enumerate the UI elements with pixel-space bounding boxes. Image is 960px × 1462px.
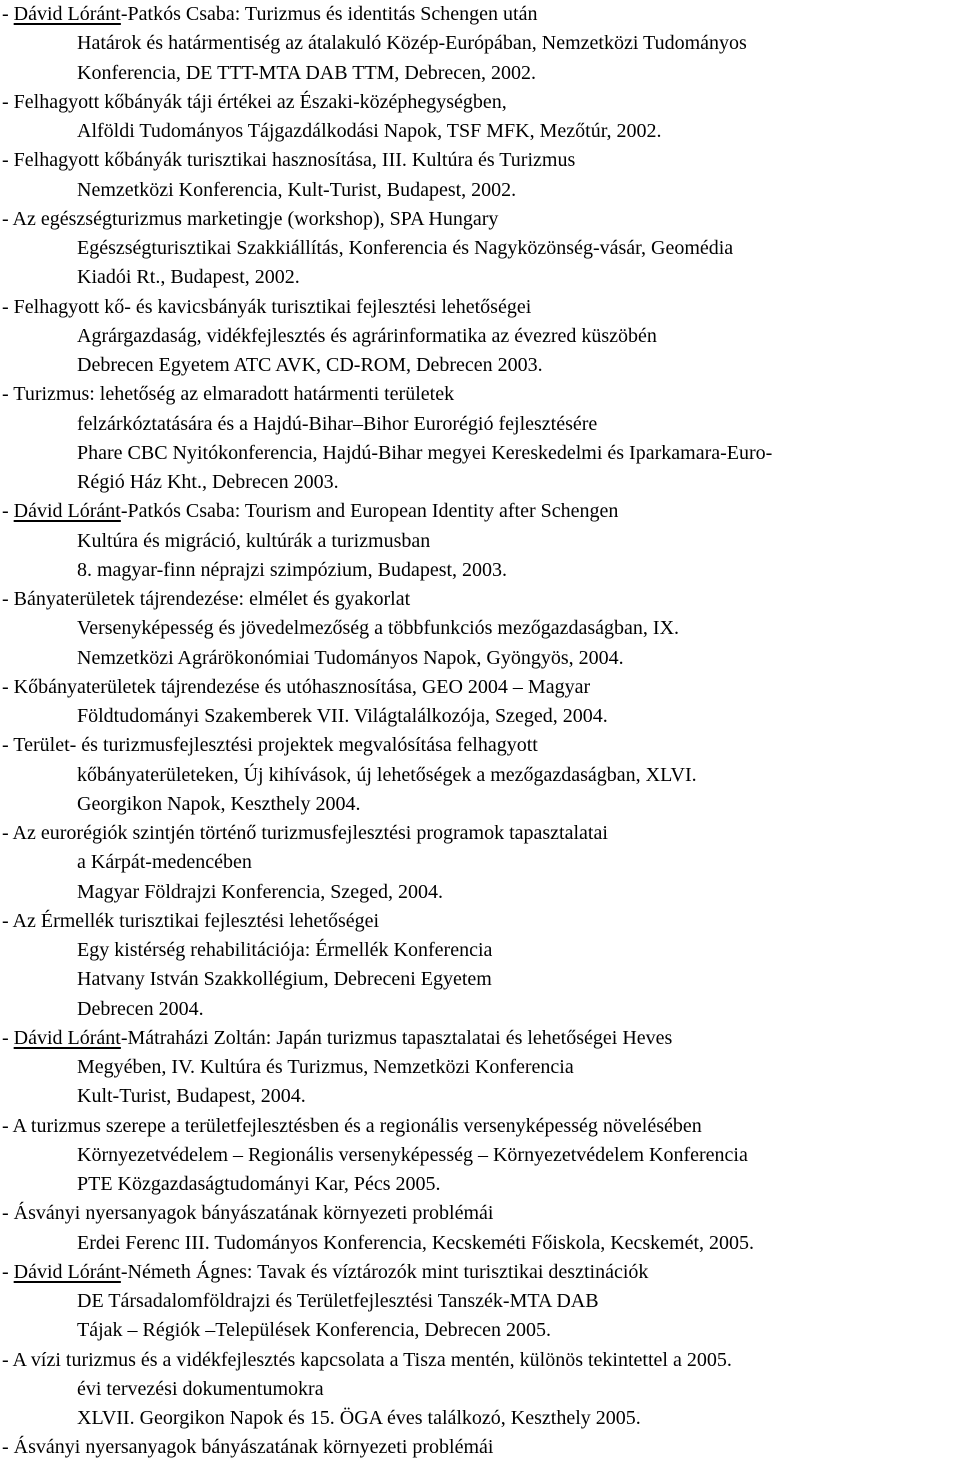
entry-detail-line [77, 936, 492, 965]
entry-title-line [2, 1346, 732, 1375]
text-segment: - Felhagyott kő- és kavicsbányák turisztikai fejlesztési lehetőségei [2, 295, 532, 318]
entry-detail-line [77, 234, 733, 263]
entry-detail-line [77, 1316, 551, 1345]
entry-title-line [2, 1258, 648, 1287]
text-segment: - [2, 1026, 14, 1049]
text-segment: - Felhagyott kőbányák táji értékei az Északi-középhegységben, [2, 90, 507, 113]
text-segment: Konferencia, DE TTT-MTA DAB TTM, Debrecen, 2002. [77, 61, 537, 84]
text-segment: Phare CBC Nyitókonferencia, Hajdú-Bihar megyei Kereskedelmi és Iparkamara-Euro- [77, 441, 773, 464]
text-segment: Versenyképesség és jövedelmezőség a többfunkciós mezőgazdaságban, IX. [77, 617, 680, 640]
entry-title-line [2, 585, 410, 614]
entry-title-line [2, 88, 507, 117]
text-segment: Tájak – Régiók –Települések Konferencia, Debrecen 2005. [77, 1319, 551, 1342]
entry-title-line [2, 731, 538, 760]
entry-title-line [2, 146, 575, 175]
entry-detail-line [77, 644, 624, 673]
entry-title-line [2, 497, 618, 526]
text-segment: Alföldi Tudományos Tájgazdálkodási Napok, TSF MFK, Mezőtúr, 2002. [77, 120, 662, 142]
entry-title-line [2, 819, 608, 848]
text-segment: - A turizmus szerepe a területfejlesztésben és a regionális versenyképesség növelésében [2, 1114, 702, 1137]
entry-title-line [2, 293, 531, 322]
entry-detail-line [77, 1375, 324, 1404]
entry-detail-line [77, 468, 339, 497]
entry-detail-line [77, 351, 543, 380]
entry-detail-line [77, 878, 443, 907]
entry-detail-line [77, 117, 662, 146]
entry-detail-line [77, 995, 204, 1024]
text-segment: Határok és határmentiség az átalakuló Közép-Európában, Nemzetközi Tudományos [77, 32, 747, 55]
text-segment: - Bányaterületek tájrendezése: elmélet és gyakorlat [2, 588, 411, 610]
text-segment: - Az Érmellék turisztikai fejlesztési lehetőségei [2, 909, 380, 932]
entry-detail-line [77, 29, 747, 58]
entry-title-line [2, 1433, 493, 1462]
text-segment: Egy kistérség rehabilitációja: Érmellék Konferencia [77, 939, 493, 961]
text-segment: - Az eurorégiók szintjén történő turizmusfejlesztési programok tapasztalatai [2, 822, 608, 844]
text-segment: felzárkóztatására és a Hajdú-Bihar–Bihor Eurorégió fejlesztésére [77, 412, 598, 435]
text-segment: -Németh Ágnes: Tavak és víztározók mint turisztikai desztinációk [120, 1260, 649, 1283]
text-segment: Földtudományi Szakemberek VII. Világtalálkozója, Szeged, 2004. [77, 705, 608, 727]
text-segment: Kult-Turist, Budapest, 2004. [77, 1085, 306, 1108]
text-segment: Egészségturisztikai Szakkiállítás, Konferencia és Nagyközönség-vásár, Geomédia [77, 237, 734, 259]
entry-title-line [2, 673, 590, 702]
text-segment: évi tervezési dokumentumokra [77, 1377, 324, 1400]
entry-detail-line [77, 1404, 641, 1433]
text-segment: Nemzetközi Konferencia, Kult-Turist, Budapest, 2002. [77, 178, 517, 201]
entry-detail-line [77, 1053, 574, 1082]
text-segment: kőbányaterületeken, Új kihívások, új lehetőségek a mezőgazdaságban, XLVI. [77, 763, 697, 786]
entry-title-line [2, 1112, 702, 1141]
author-name: Dávid Lóránt [13, 500, 121, 523]
entry-detail-line [77, 59, 536, 88]
entry-detail-line [77, 1170, 441, 1199]
text-segment: PTE Közgazdaságtudományi Kar, Pécs 2005. [77, 1173, 441, 1195]
entry-detail-line [77, 439, 772, 468]
entry-detail-line [77, 322, 657, 351]
author-name: Dávid Lóránt [13, 1260, 121, 1283]
text-segment: - A vízi turizmus és a vidékfejlesztés kapcsolata a Tisza mentén, különös tekintettel a 2005. [2, 1348, 732, 1371]
text-segment: Georgikon Napok, Keszthely 2004. [77, 792, 361, 815]
entry-title-line [2, 205, 498, 234]
text-segment: DE Társadalomföldrajzi és Területfejlesztési Tanszék-MTA DAB [77, 1290, 599, 1312]
text-segment: Környezetvédelem – Regionális versenyképesség – Környezetvédelem Konferencia [77, 1143, 748, 1166]
text-segment: - [2, 3, 14, 25]
entry-detail-line [77, 527, 430, 556]
entry-title-line [2, 0, 538, 29]
entry-title-line [2, 907, 379, 936]
text-segment: Nemzetközi Agrárökonómiai Tudományos Napok, Gyöngyös, 2004. [77, 646, 624, 669]
entry-detail-line [77, 614, 679, 643]
text-segment: Agrárgazdaság, vidékfejlesztés és agrárinformatika az évezred küszöbén [77, 324, 657, 347]
text-segment: - Turizmus: lehetőség az elmaradott határmenti területek [2, 383, 455, 406]
entry-detail-line [77, 1229, 754, 1258]
text-segment: - [2, 500, 14, 523]
entry-detail-line [77, 263, 300, 292]
entry-detail-line [77, 410, 597, 439]
entry-detail-line [77, 1082, 306, 1111]
text-segment: Megyében, IV. Kultúra és Turizmus, Nemzetközi Konferencia [77, 1056, 574, 1078]
entry-detail-line [77, 790, 360, 819]
text-segment: Debrecen Egyetem ATC AVK, CD-ROM, Debrecen 2003. [77, 354, 543, 376]
text-segment: - Az egészségturizmus marketingje (workshop), SPA Hungary [2, 207, 499, 230]
text-segment: a Kárpát-medencében [77, 851, 252, 874]
text-segment: - Kőbányaterületek tájrendezése és utóhasznosítása, GEO 2004 – Magyar [2, 675, 591, 698]
text-segment: - Ásványi nyersanyagok bányászatának környezeti problémái [2, 1202, 494, 1225]
text-segment: Hatvany István Szakkollégium, Debreceni Egyetem [77, 968, 492, 991]
text-segment: Debrecen 2004. [77, 997, 204, 1020]
entry-title-line [2, 380, 454, 409]
entry-detail-line [77, 1141, 748, 1170]
text-segment: - [2, 1260, 14, 1283]
text-segment: Kiadói Rt., Budapest, 2002. [77, 266, 300, 289]
text-segment: Kultúra és migráció, kultúrák a turizmusban [77, 529, 431, 552]
text-segment: -Patkós Csaba: Turizmus és identitás Schengen után [120, 3, 538, 25]
text-segment: Erdei Ferenc III. Tudományos Konferencia, Kecskeméti Főiskola, Kecskemét, 2005. [77, 1231, 755, 1254]
text-segment: - Terület- és turizmusfejlesztési projektek megvalósítása felhagyott [2, 734, 538, 757]
text-segment: -Patkós Csaba: Tourism and European Identity after Schengen [120, 500, 619, 523]
entry-detail-line [77, 965, 492, 994]
author-name: Dávid Lóránt [13, 1026, 121, 1049]
entry-detail-line [77, 761, 697, 790]
text-segment: -Mátraházi Zoltán: Japán turizmus tapasztalatai és lehetőségei Heves [120, 1026, 673, 1049]
entry-detail-line [77, 1287, 599, 1316]
author-name: Dávid Lóránt [13, 3, 121, 25]
entry-detail-line [77, 702, 608, 731]
entry-detail-line [77, 848, 252, 877]
text-segment: - Ásványi nyersanyagok bányászatának környezeti problémái [2, 1436, 494, 1459]
entry-detail-line [77, 556, 507, 585]
text-segment: 8. magyar-finn néprajzi szimpózium, Budapest, 2003. [77, 558, 508, 581]
entry-detail-line [77, 176, 516, 205]
text-segment: Magyar Földrajzi Konferencia, Szeged, 2004. [77, 880, 443, 903]
entry-title-line [2, 1199, 493, 1228]
text-segment: XLVII. Georgikon Napok és 15. ÖGA éves találkozó, Keszthely 2005. [77, 1407, 641, 1429]
text-segment: Régió Ház Kht., Debrecen 2003. [77, 471, 339, 493]
text-segment: - Felhagyott kőbányák turisztikai hasznosítása, III. Kultúra és Turizmus [2, 149, 576, 172]
entry-title-line [2, 1024, 672, 1053]
